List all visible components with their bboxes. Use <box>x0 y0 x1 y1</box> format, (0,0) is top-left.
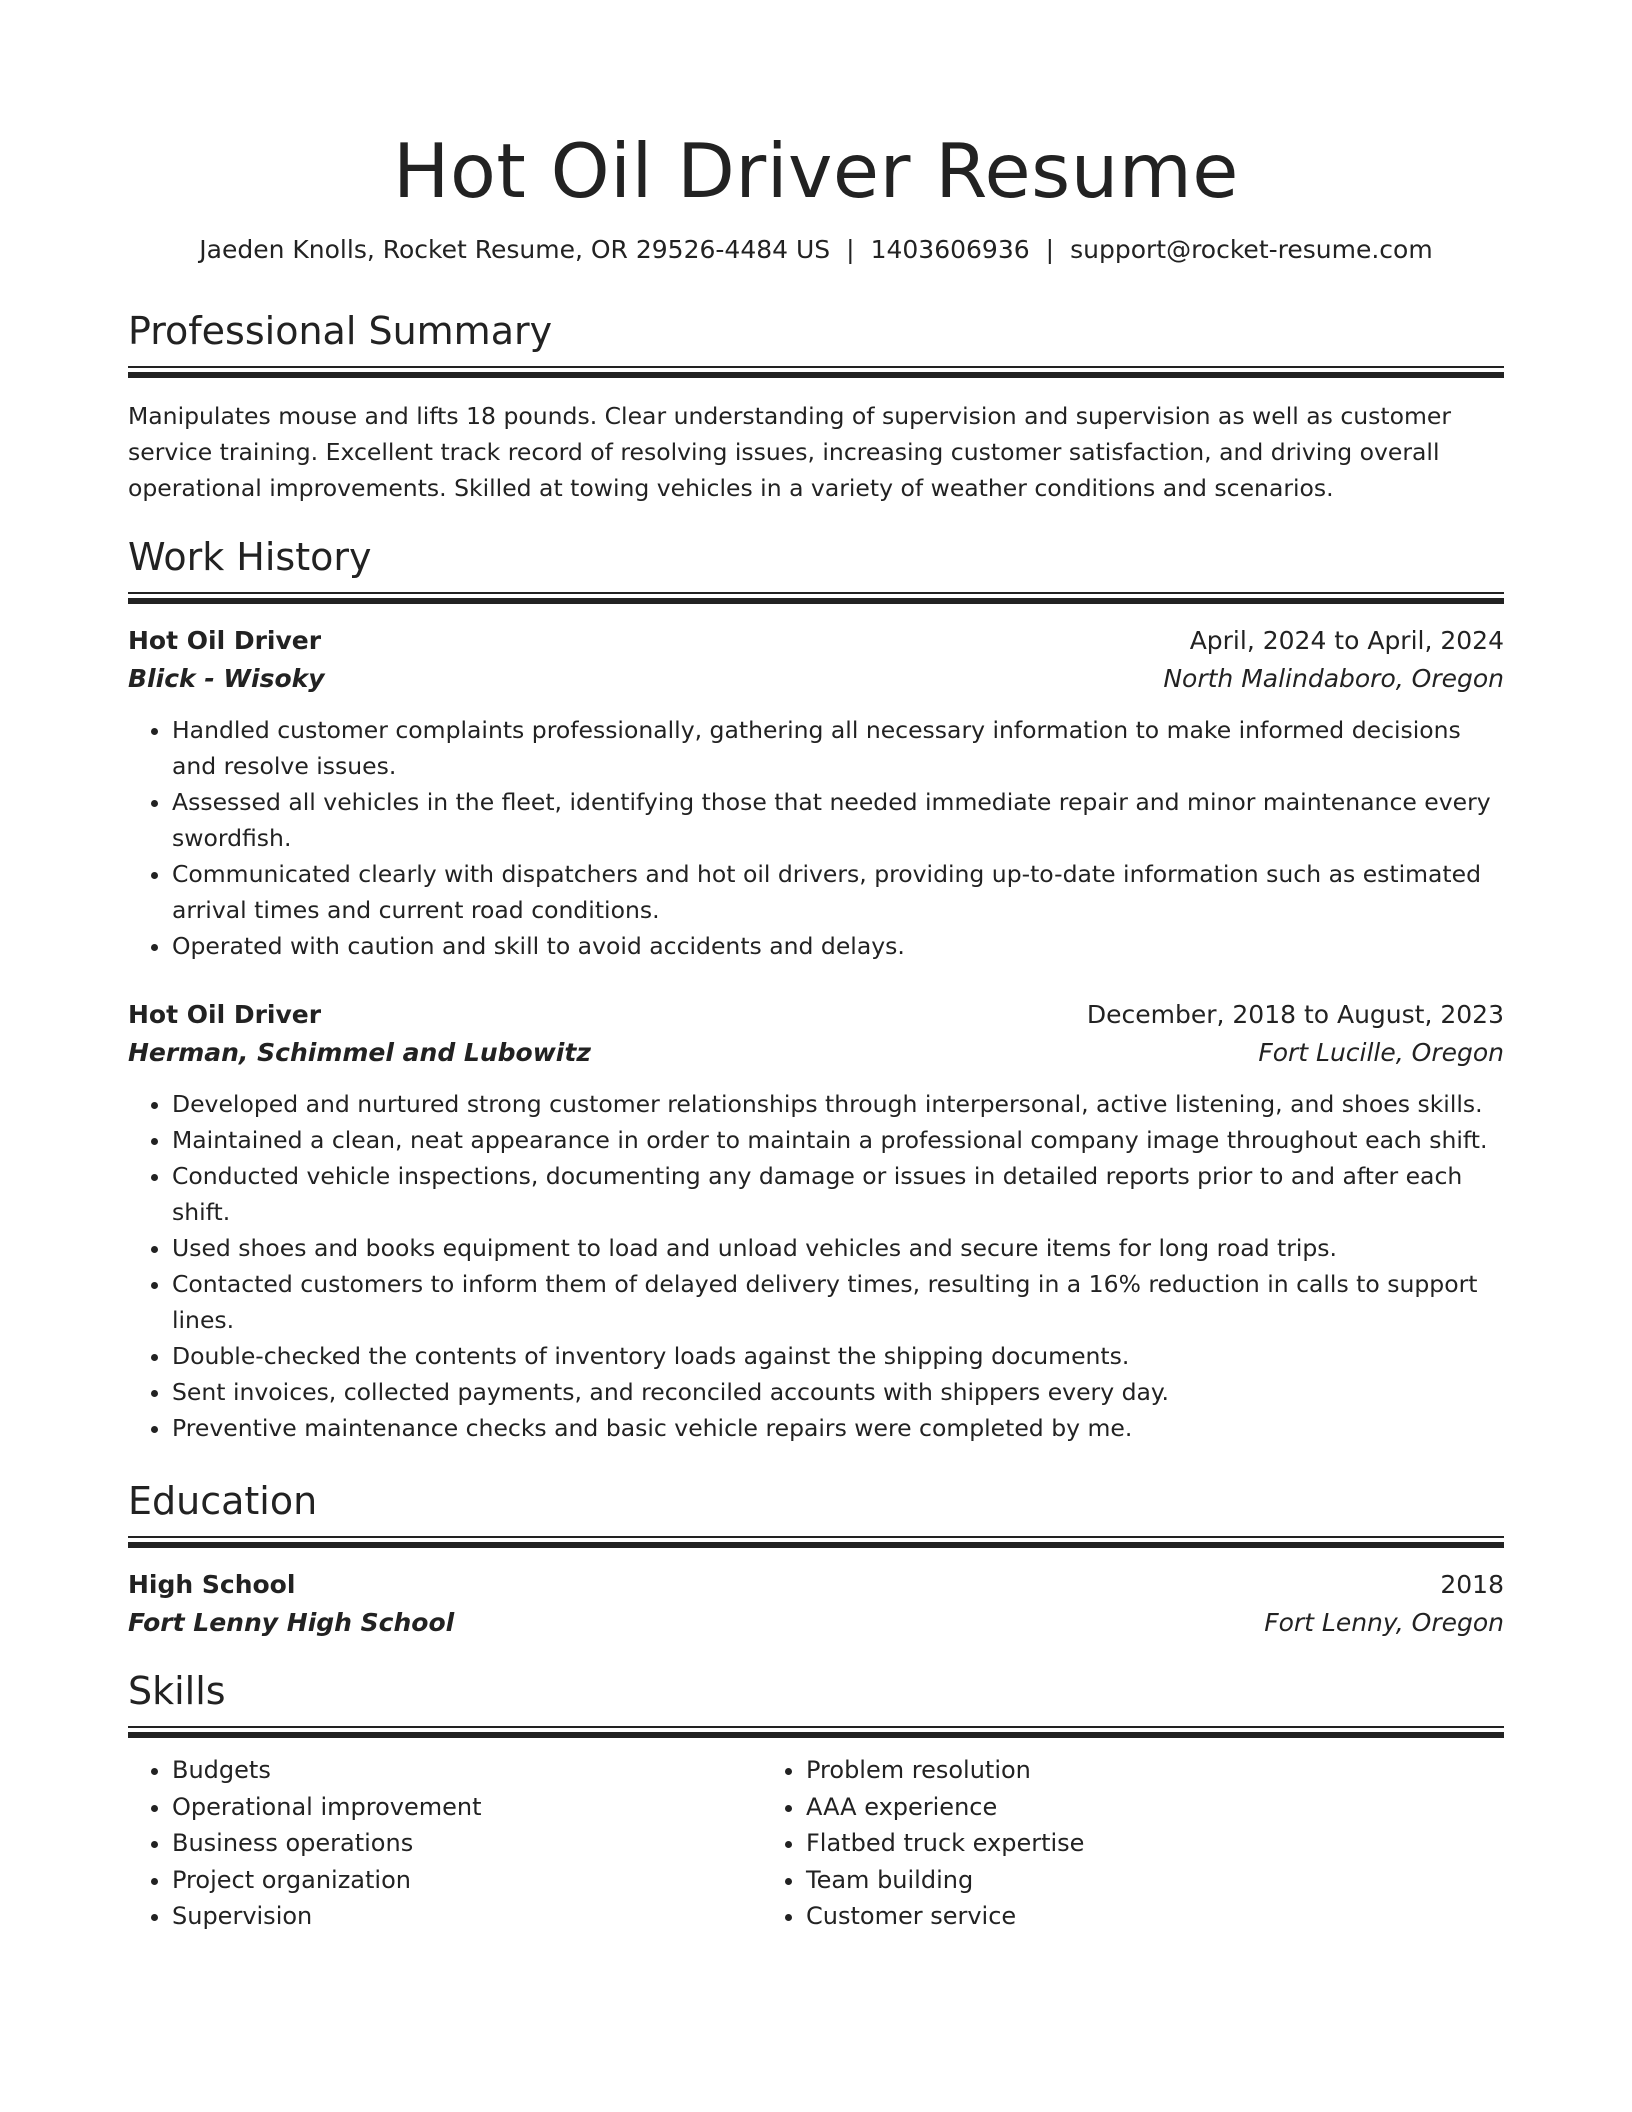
skill-item: • Customer service <box>806 1898 1396 1935</box>
job-bullet: • Developed and nurtured strong customer relationships through interpersonal, active listening, and shoes skills. <box>172 1086 1504 1122</box>
skill-item: • Supervision <box>172 1898 762 1935</box>
skill-item: • Project organization <box>172 1862 762 1899</box>
skills-section <box>128 1666 1504 1935</box>
job-bullet: • Operated with caution and skill to avoid accidents and delays. <box>172 928 1504 964</box>
skill-item: • Team building <box>806 1862 1396 1899</box>
section-heading-summary: Professional Summary <box>128 309 553 353</box>
job-bullet: • Handled customer complaints professionally, gathering all necessary information to make informed decisions and resolve issues. <box>172 712 1504 784</box>
summary-text: Manipulates mouse and lifts 18 pounds. Clear understanding of supervision and supervision as well as customer service training. Excellent track record of resolving issues, increasing customer satisfaction, and driving overall operational improvements. Skilled at towing vehicles in a variety of weather conditions and scenarios. <box>128 402 1452 502</box>
education-school: Fort Lenny High School <box>128 1608 455 1637</box>
job-bullets <box>128 1086 1504 1446</box>
section-divider <box>128 592 1504 604</box>
skills-columns <box>128 1752 1504 1935</box>
job-location: North Malindaboro, Oregon <box>1163 664 1504 693</box>
section-divider <box>128 1726 1504 1738</box>
job-bullet: • Communicated clearly with dispatchers and hot oil drivers, providing up-to-date information such as estimated arrival times and current road conditions. <box>172 856 1504 928</box>
education-entry <box>128 1566 1504 1642</box>
resume-page <box>128 118 1504 1935</box>
skill-item: • Budgets <box>172 1752 762 1789</box>
job-bullet: • Maintained a clean, neat appearance in order to maintain a professional company image throughout each shift. <box>172 1122 1504 1158</box>
job-employer: Blick - Wisoky <box>128 664 325 693</box>
contact-separator: | <box>846 235 855 264</box>
job-dates: December, 2018 to August, 2023 <box>1086 1000 1504 1029</box>
work-section <box>128 532 1504 1446</box>
job-employer: Herman, Schimmel and Lubowitz <box>128 1038 591 1067</box>
contact-separator: | <box>1045 235 1055 264</box>
contact-address: Jaeden Knolls, Rocket Resume, OR 29526-4484 US <box>199 235 831 264</box>
skill-item: • Business operations <box>172 1825 762 1862</box>
section-heading-education: Education <box>128 1479 318 1523</box>
job-bullet: • Sent invoices, collected payments, and reconciled accounts with shippers every day. <box>172 1374 1504 1410</box>
skill-item: • Operational improvement <box>172 1789 762 1826</box>
section-divider <box>128 1536 1504 1548</box>
job-location: Fort Lucille, Oregon <box>1258 1038 1504 1067</box>
job-dates: April, 2024 to April, 2024 <box>1189 626 1504 655</box>
job-bullet: • Assessed all vehicles in the fleet, identifying those that needed immediate repair and minor maintenance every swordfish. <box>172 784 1504 856</box>
section-heading-skills: Skills <box>128 1669 226 1713</box>
skill-item: • Flatbed truck expertise <box>806 1825 1396 1862</box>
job-bullet: • Contacted customers to inform them of delayed delivery times, resulting in a 16% reduction in calls to support lines. <box>172 1266 1504 1338</box>
job-entry <box>128 996 1504 1446</box>
job-title: Hot Oil Driver <box>128 1000 322 1029</box>
skills-list-left <box>128 1752 762 1935</box>
section-divider <box>128 366 1504 378</box>
resume-title: Hot Oil Driver Resume <box>393 127 1239 215</box>
education-degree: High School <box>128 1570 296 1599</box>
education-location: Fort Lenny, Oregon <box>1264 1608 1504 1637</box>
contact-email: support@rocket-resume.com <box>1070 235 1433 264</box>
job-bullet: • Used shoes and books equipment to load and unload vehicles and secure items for long road trips. <box>172 1230 1504 1266</box>
job-bullet: • Preventive maintenance checks and basic vehicle repairs were completed by me. <box>172 1410 1504 1446</box>
contact-phone: 1403606936 <box>870 235 1030 264</box>
education-year: 2018 <box>1440 1570 1504 1599</box>
job-entry <box>128 622 1504 964</box>
job-title: Hot Oil Driver <box>128 626 322 655</box>
summary-section <box>128 306 1504 506</box>
skill-item: • Problem resolution <box>806 1752 1396 1789</box>
job-bullet: • Conducted vehicle inspections, documenting any damage or issues in detailed reports prior to and after each shift. <box>172 1158 1504 1230</box>
section-heading-work: Work History <box>128 535 372 579</box>
skills-list-right <box>762 1752 1396 1935</box>
job-bullet: • Double-checked the contents of inventory loads against the shipping documents. <box>172 1338 1504 1374</box>
education-section <box>128 1476 1504 1642</box>
contact-line <box>128 232 1504 268</box>
skill-item: • AAA experience <box>806 1789 1396 1826</box>
job-bullets <box>128 712 1504 964</box>
